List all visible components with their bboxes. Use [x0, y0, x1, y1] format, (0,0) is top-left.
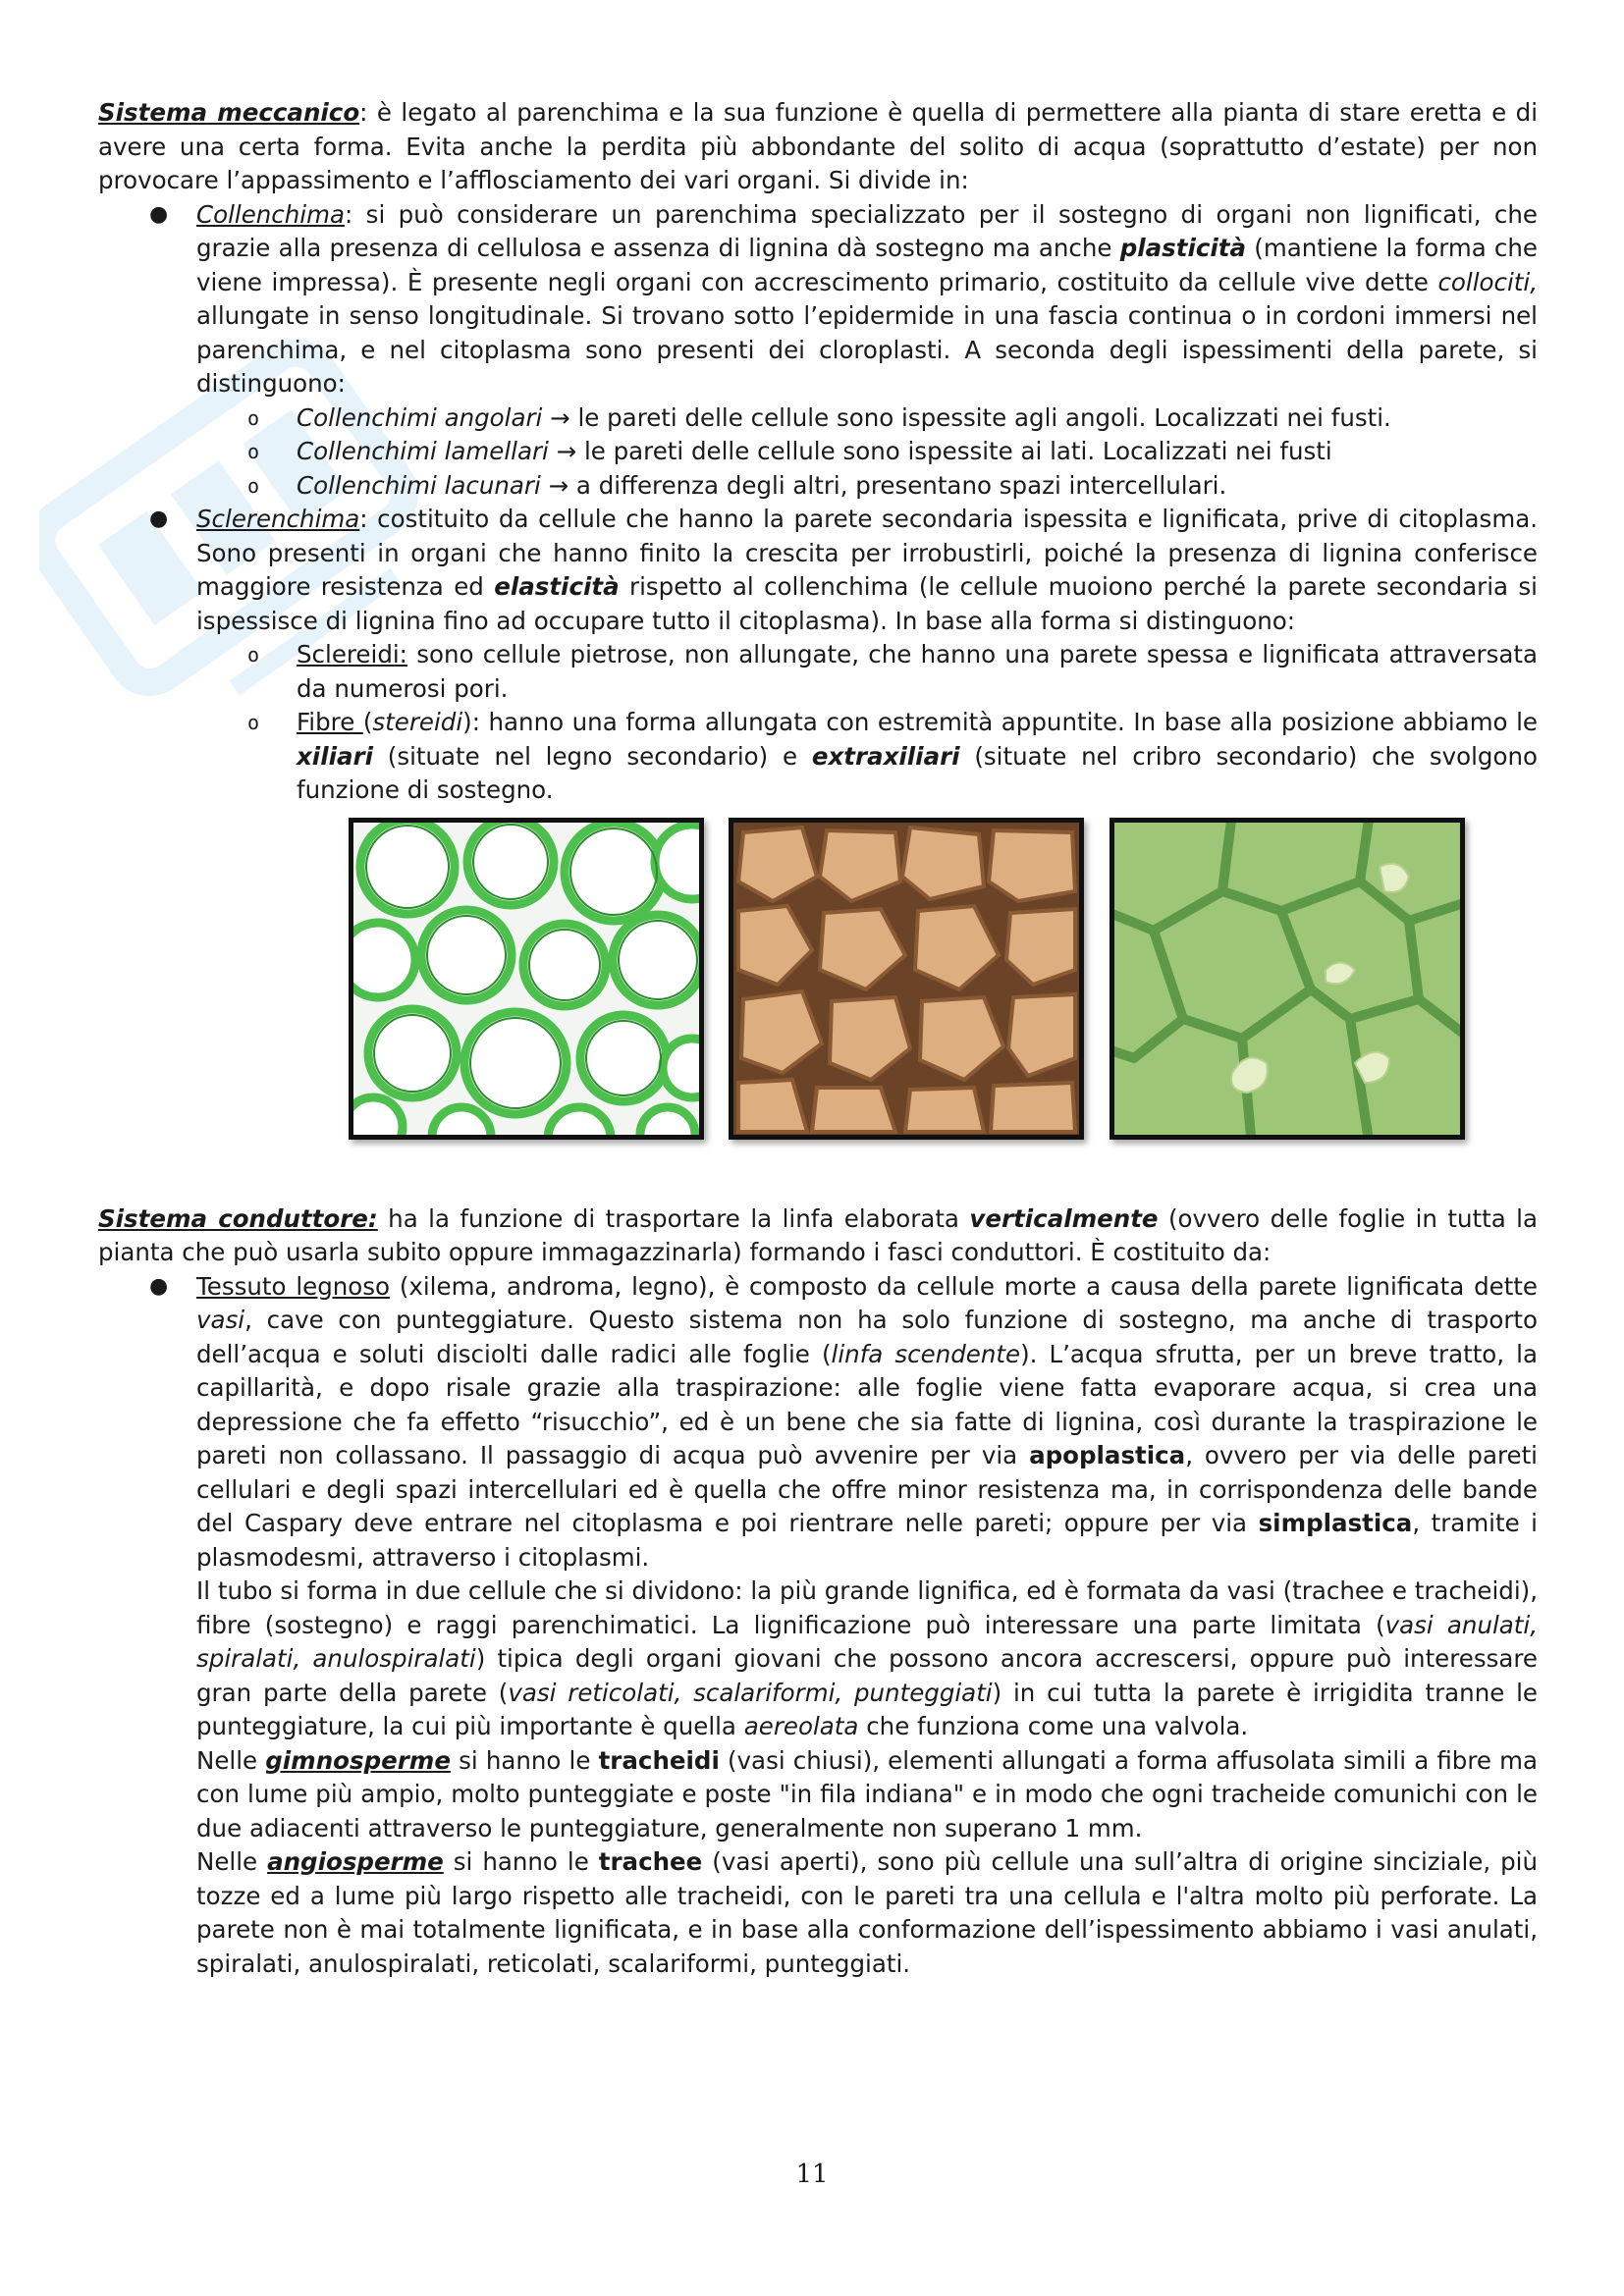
collenchyma-type-lamellari: o Collenchimi lamellari → le pareti delle cellule sono ispessite ai lati. Localizzati nei fusti	[98, 435, 1538, 469]
collenchyma-micrograph	[349, 818, 704, 1140]
collenchyma-term: Collenchima	[196, 199, 345, 229]
fibers-term: Fibre	[297, 708, 363, 736]
bullet-icon: ●	[149, 507, 169, 531]
section-gap	[98, 1142, 1538, 1202]
sclereids-term: Sclereidi:	[297, 640, 407, 668]
conducting-system-title: Sistema conduttore:	[98, 1203, 378, 1233]
sclerenchyma-term: Sclerenchima	[196, 505, 360, 533]
angiosperms-paragraph: Nelle angiosperme si hanno le trachee (vasi aperti), sono più cellule una sull’altra di origine sinciziale, più tozze ed a lume più largo rispetto alle tracheidi, con le pareti tra una cellula e l'altra molto più perforate. La parete non è mai totalmente lignificata, e in base alla conformazione dell’ispessimento abbiamo i vasi anulati, spiralati, anulospiralati, reticolati, scalariformi, punteggiati.	[196, 1847, 1538, 1978]
collenchyma-item: ● Collenchima: si può considerare un parenchima specializzato per il sostegno di organi non lignificati, che grazie alla presenza di cellulosa e assenza di lignina dà sostegno ma anche plasticità (mantiene la forma che viene impressa). È presente negli organi con accrescimento primario, costituito da cellule vive dette collociti, allungate in senso longitudinale. Si trovano sotto l’epidermide in una fascia continua o in cordoni immersi nel parenchima, e nel citoplasma sono presenti dei cloroplasti. A seconda degli ispessimenti della parete, si distinguono:	[149, 199, 1539, 398]
circle-bullet-icon: o	[247, 440, 260, 463]
collenchyma-type-lacunari: o Collenchimi lacunari → a differenza degli altri, presentano spazi intercellulari.	[98, 469, 1538, 504]
wood-tissue-term: Tessuto legnoso	[196, 1271, 391, 1301]
sclereids-item: o Sclereidi: sono cellule pietrose, non allungate, che hanno una parete spessa e lignificata attraversata da numerosi pori.	[247, 640, 1538, 703]
mechanical-system-paragraph: Sistema meccanico: è legato al parenchima e la sua funzione è quella di permettere alla pianta di stare eretta e di avere una certa forma. Evita anche la perdita più abbondante del solito di acqua (soprattutto d’estate) per non provocare l’appassimento e l’afflosciamento dei vari organi. Si divide in:	[98, 98, 1539, 194]
bullet-icon: ●	[149, 201, 169, 227]
mechanical-system-title: Sistema meccanico	[98, 98, 360, 127]
sclerenchyma-item: ● Sclerenchima: costituito da cellule che hanno la parete secondaria ispessita e lignificata, prive di citoplasma. Sono presenti in organi che hanno finito la crescita per irrobustirli, poiché la presenza di lignina conferisce maggiore resistenza ed elasticità rispetto al collenchima (le cellule muoiono perché la parete secondaria si ispessisce di lignina fino ad occupare tutto il citoplasma). In base alla forma si distinguono:	[149, 505, 1538, 635]
conducting-system-paragraph: Sistema conduttore: ha la funzione di trasportare la linfa elaborata verticalmente (ovvero delle foglie in tutta la pianta che può usarla subito oppure immagazzinarla) formando i fasci conduttori. È costituito da:	[98, 1203, 1538, 1266]
page-number: 11	[795, 2160, 829, 2189]
bullet-icon: ●	[149, 1273, 169, 1299]
fibers-item: o Fibre (stereidi): hanno una forma allungata con estremità appuntite. In base alla posizione abbiamo le xiliari (situate nel legno secondario) e extraxiliari (situate nel cribro secondario) che svolgono funzione di sostegno.	[247, 708, 1538, 804]
collenchyma-type-angolari: o Collenchimi angolari → le pareti delle cellule sono ispessite agli angoli. Localizzati nei fusti.	[98, 401, 1538, 436]
document-page	[98, 96, 1538, 1981]
circle-bullet-icon: o	[247, 643, 260, 667]
vessel-formation-paragraph: Il tubo si forma in due cellule che si dividono: la più grande lignifica, ed è formata da vasi (trachee e tracheidi), fibre (sostegno) e raggi parenchimatici. La lignificazione può interessare una parte limitata (vasi anulati, spiralati, anulospiralati) tipica degli organi giovani che possono ancora accrescersi, oppure può interessare gran parte della parete (vasi reticolati, scalariformi, punteggiati) in cui tutta la parete è irrigidita tranne le punteggiature, la cui più importante è quella aereolata che funziona come una valvola.	[196, 1576, 1539, 1740]
collenchyma-image	[353, 823, 699, 1135]
wood-tissue-item: ● Tessuto legnoso (xilema, androma, legno), è composto da cellule morte a causa della parete lignificata dette vasi, cave con punteggiature. Questo sistema non ha solo funzione di sostegno, ma anche di trasporto dell’acqua e soluti disciolti dalle radici alle foglie (linfa scendente). L’acqua sfrutta, per un breve tratto, la capillarità, e dopo risale grazie alla traspirazione: alle foglie viene fatta evaporare acqua, si crea una depressione che fa effetto “risucchio”, ed è un bene che sia fatte di lignina, così durante la traspirazione le pareti non collassano. Il passaggio di acqua può avvenire per via apoplastica, ovvero per via delle pareti cellulari e degli spazi intercellulari ed è quella che offre minor resistenza ma, in corrispondenza delle bande del Caspary deve entrare nel citoplasma e poi rientrare nelle pareti; oppure per via simplastica, tramite i plasmodesmi, attraverso i citoplasmi.	[149, 1271, 1538, 1572]
sclerenchyma-micrograph	[729, 818, 1084, 1140]
green-tissue-image	[1114, 823, 1460, 1135]
sclerenchyma-image	[733, 823, 1079, 1135]
green-tissue-micrograph	[1110, 818, 1465, 1140]
gymnosperms-paragraph: Nelle gimnosperme si hanno le tracheidi (vasi chiusi), elementi allungati a forma affusolata simili a fibre ma con lume più ampio, molto punteggiate e poste "in fila indiana" e in modo che ogni tracheide comunichi con le due adiacenti attraverso le punteggiature, generalmente non superano 1 mm.	[196, 1745, 1538, 1842]
circle-bullet-icon: o	[247, 473, 260, 498]
circle-bullet-icon: o	[247, 405, 260, 430]
micrograph-figures	[98, 818, 1538, 1142]
circle-bullet-icon: o	[247, 711, 260, 734]
